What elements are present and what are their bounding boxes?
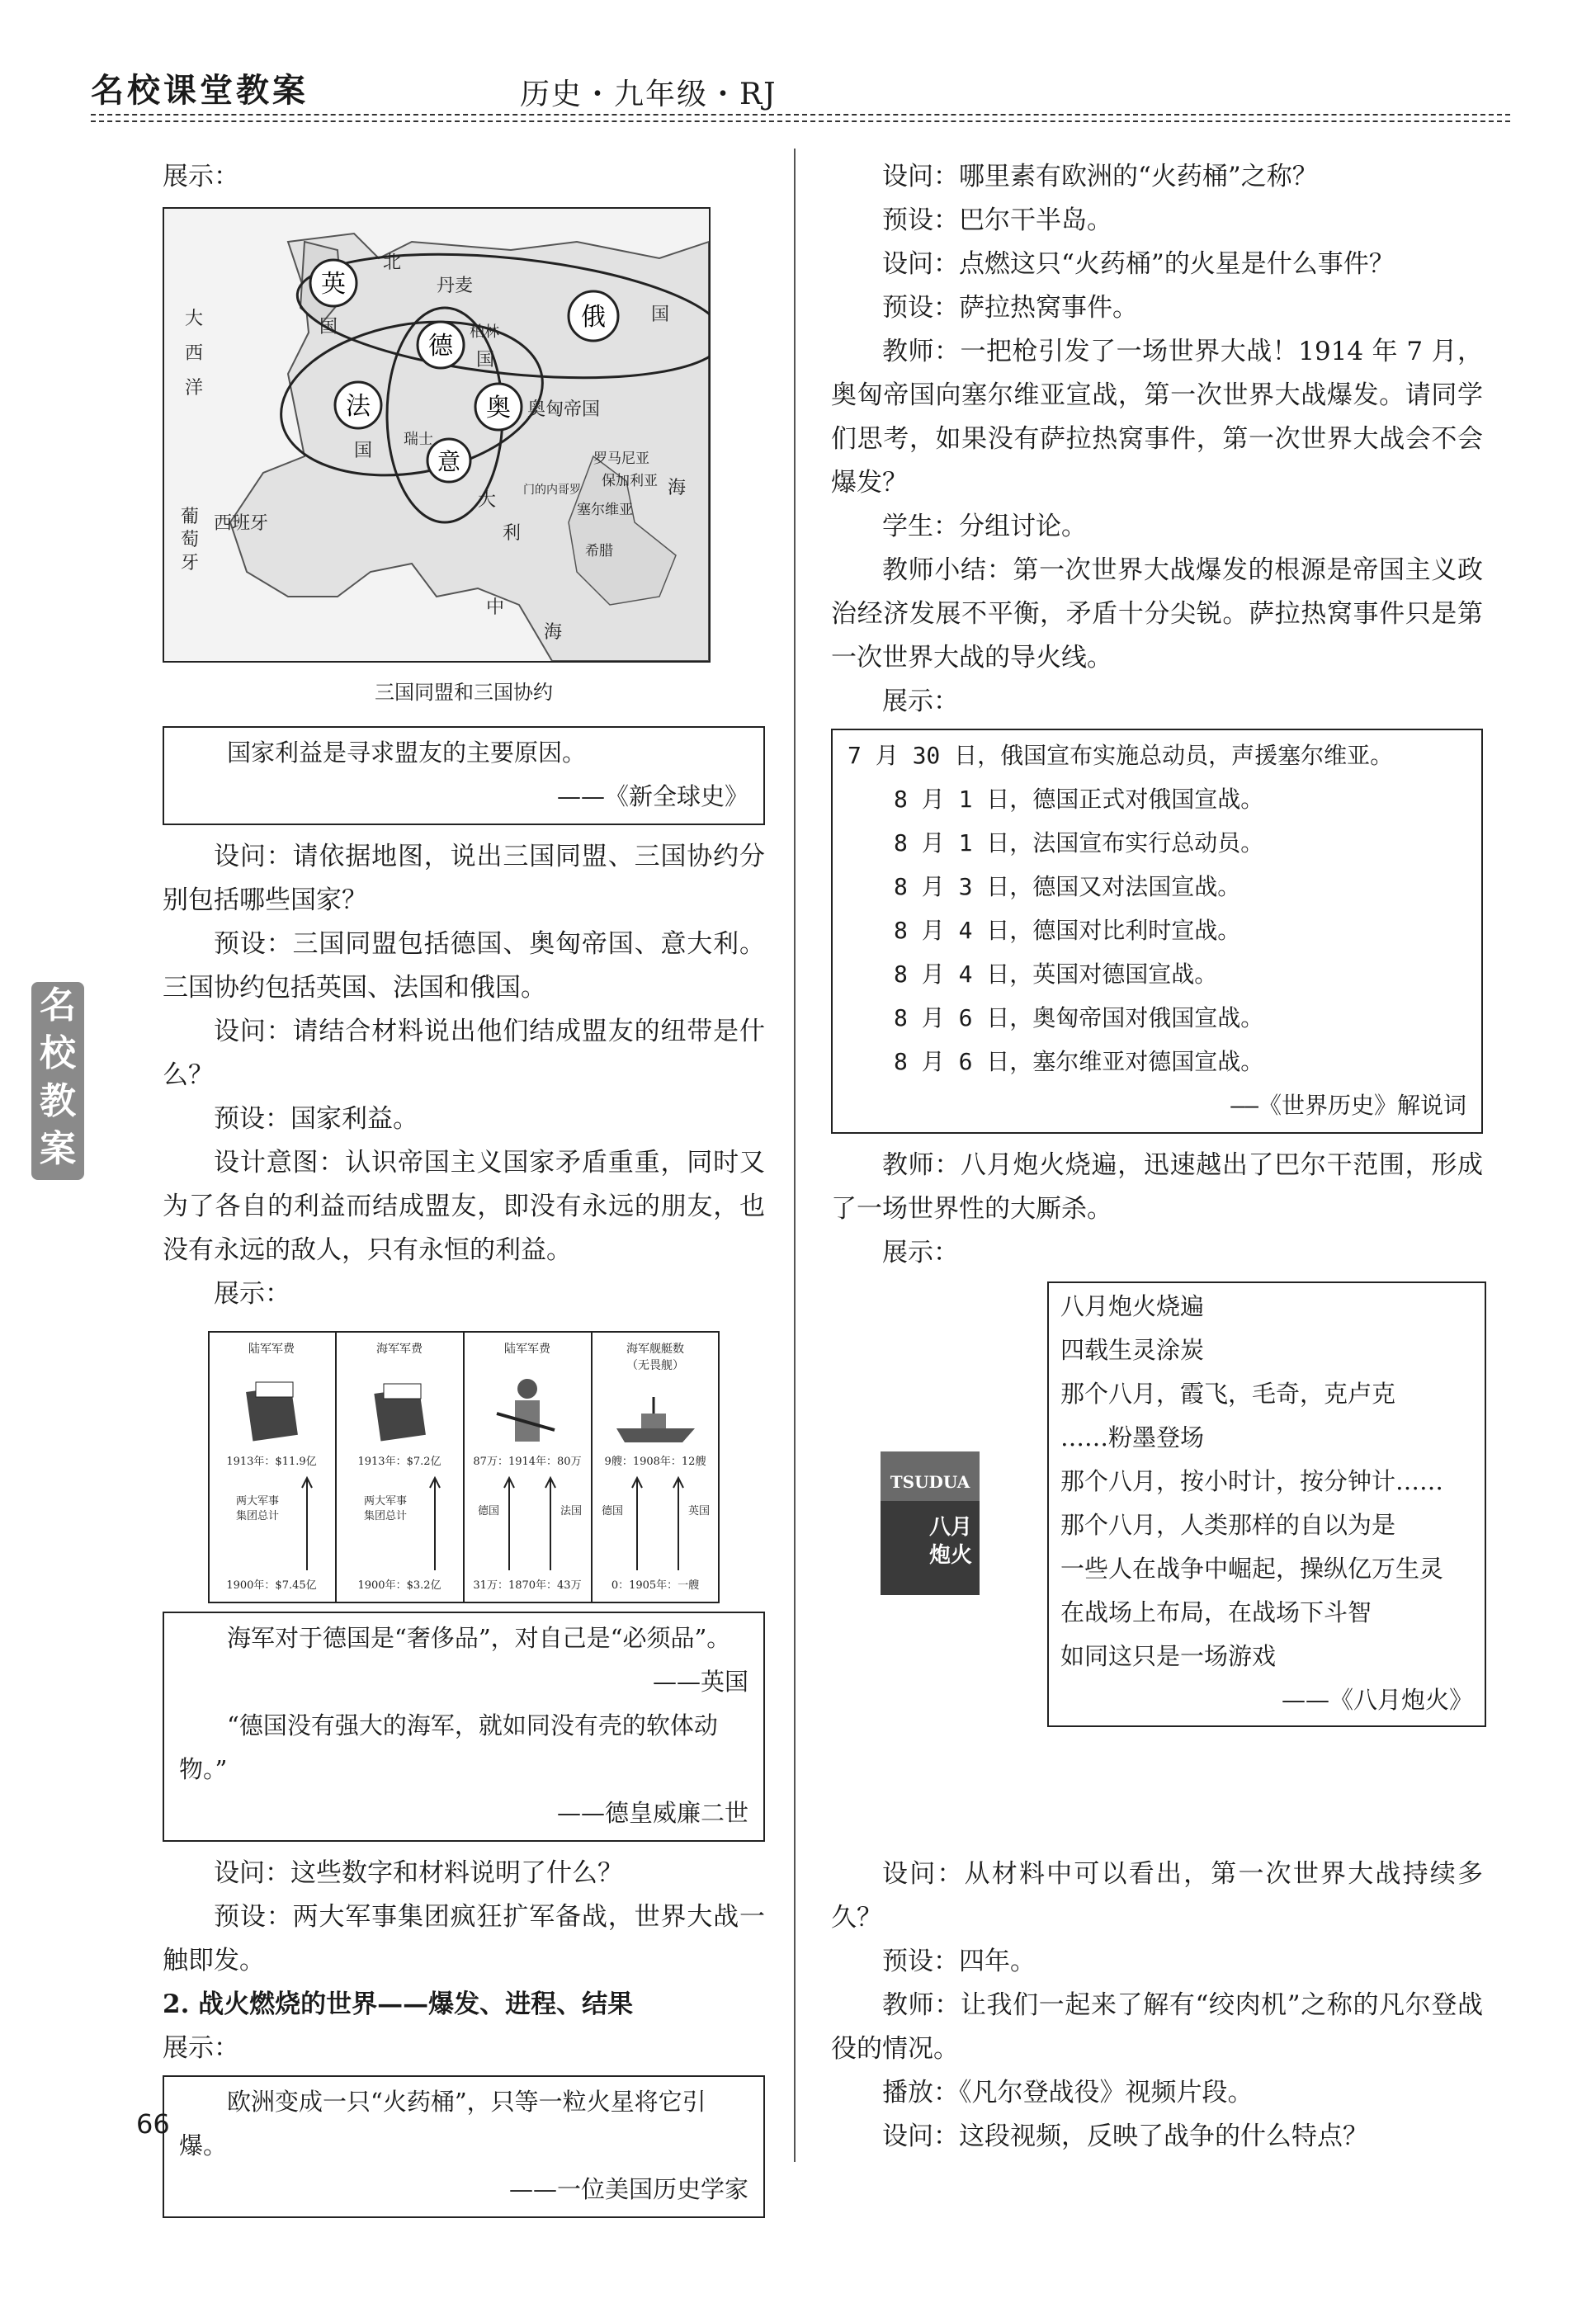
teacher-summary: 教师小结：第一次世界大战爆发的根源是帝国主义政治经济发展不平衡，矛盾十分尖锐。萨拉热窝事件只是第一次世界大战的导火线。 bbox=[831, 555, 1483, 673]
map-label: 大 bbox=[478, 490, 497, 511]
quote-source: ——《新全球史》 bbox=[556, 782, 748, 810]
map-label: 塞尔维亚 bbox=[577, 502, 633, 518]
map-label: 中 bbox=[486, 597, 505, 618]
poem-line: 在战场上布局，在战场下斗智 bbox=[1060, 1598, 1372, 1626]
spend-value: 9艘：1908年：12艘 bbox=[604, 1456, 706, 1468]
spend-value: 1913年：$11.9亿 bbox=[226, 1456, 317, 1468]
question: 设问：请结合材料说出他们结成盟友的纽带是什么？ bbox=[163, 1017, 765, 1090]
question: 设问：这些数字和材料说明了什么？ bbox=[214, 1858, 623, 1888]
map-label: 海 bbox=[668, 478, 687, 498]
page-header bbox=[91, 59, 1518, 125]
map-label: 国 bbox=[354, 441, 373, 461]
quote-source: ——《世界历史》解说词 bbox=[1230, 1092, 1466, 1119]
cover-title: 炮火 bbox=[928, 1543, 973, 1568]
map-label: 保加利亚 bbox=[602, 473, 658, 489]
map-label: 俄 bbox=[581, 303, 606, 332]
map-circle-uk bbox=[310, 260, 357, 306]
spend-subheader: （无畏舰） bbox=[626, 1359, 684, 1372]
military-spending-figure bbox=[208, 1331, 720, 1603]
map-label: 牙 bbox=[181, 553, 200, 573]
cover-title: 八月 bbox=[928, 1515, 973, 1540]
question: 设问：哪里素有欧洲的“火药桶”之称？ bbox=[882, 162, 1318, 191]
quote-box bbox=[163, 1612, 765, 1842]
spend-value: 1900年：$7.45亿 bbox=[226, 1579, 317, 1592]
header-rule bbox=[91, 120, 1510, 122]
spend-value: 0：1905年：一艘 bbox=[611, 1579, 700, 1592]
map-label: 北 bbox=[383, 253, 402, 273]
teacher-line: 教师：八月炮火烧遍，迅速越出了巴尔干范围，形成了一场世界性的大厮杀。 bbox=[831, 1150, 1483, 1224]
poem-line: ……粉墨登场 bbox=[1060, 1423, 1205, 1451]
map-circle-germany bbox=[418, 322, 464, 368]
teacher-line: 教师：一把枪引发了一场世界大战！1914 年 7 月，奥匈帝国向塞尔维亚宣战，第一次世界大战爆发。请同学们思考，如果没有萨拉热窝事件，第一次世界大战会不会爆发？ bbox=[831, 337, 1483, 498]
spend-value: 87万：1914年：80万 bbox=[473, 1456, 582, 1468]
left-column bbox=[163, 155, 765, 2228]
map-label: 西 bbox=[185, 343, 204, 364]
spend-label: 集团总计 bbox=[235, 1510, 280, 1522]
spend-label: 集团总计 bbox=[363, 1510, 408, 1522]
map-label: 国 bbox=[651, 304, 670, 325]
answer: 预设：两大军事集团疯狂扩军备战，世界大战一触即发。 bbox=[163, 1902, 765, 1975]
teacher-line: 教师：让我们一起来了解有“绞肉机”之称的凡尔登战役的情况。 bbox=[831, 1990, 1483, 2064]
answer: 预设：四年。 bbox=[882, 1947, 1036, 1976]
map-label: 希腊 bbox=[585, 543, 613, 559]
map-label: 国 bbox=[319, 317, 338, 337]
question: 设问：点燃这只“火药桶”的火星是什么事件？ bbox=[882, 249, 1395, 279]
poem-line: 那个八月，人类那样的自以为是 bbox=[1060, 1511, 1396, 1539]
map-label: 瑞士 bbox=[404, 431, 433, 448]
timeline-item: 8 月 1 日，德国正式对俄国宣战。 bbox=[894, 786, 1264, 813]
poem-line: 如同这只是一场游戏 bbox=[1060, 1642, 1277, 1670]
alliance-map bbox=[163, 207, 711, 663]
show-label: 展示： bbox=[882, 687, 959, 716]
map-circle-italy bbox=[427, 439, 470, 482]
map-label: 国 bbox=[476, 350, 495, 371]
side-tab-char: 校 bbox=[40, 1032, 76, 1074]
map-label: 奥匈帝国 bbox=[527, 399, 601, 420]
play-line: 播放：《凡尔登战役》视频片段。 bbox=[882, 2078, 1254, 2107]
spend-label: 两大军事 bbox=[363, 1495, 408, 1508]
design-intent: 设计意图：认识帝国主义国家矛盾重重，同时又为了各自的利益而结成盟友，即没有永远的朋友，也没有永远的敌人，只有永恒的利益。 bbox=[163, 1148, 765, 1265]
column-divider bbox=[794, 149, 796, 2162]
map-label: 意 bbox=[437, 448, 461, 475]
map-label: 萄 bbox=[181, 530, 200, 550]
timeline-item: 8 月 4 日，德国对比利时宣战。 bbox=[894, 917, 1241, 944]
spend-label: 德国 bbox=[477, 1505, 500, 1517]
map-label: 德 bbox=[428, 332, 453, 361]
poem-line: 四载生灵涂炭 bbox=[1060, 1336, 1205, 1364]
side-tab-char: 案 bbox=[40, 1128, 76, 1170]
map-circle-austria bbox=[475, 384, 522, 430]
poem-line: 那个八月，霞飞，毛奇，克卢克 bbox=[1060, 1380, 1396, 1408]
map-label: 法 bbox=[346, 392, 371, 421]
quote-box bbox=[163, 726, 765, 825]
poem-box bbox=[1047, 1281, 1486, 1727]
question: 设问：这段视频，反映了战争的什么特点？ bbox=[882, 2122, 1368, 2151]
spend-label: 英国 bbox=[687, 1505, 711, 1517]
map-label: 丹麦 bbox=[437, 276, 474, 296]
quote-text: 海军对于德国是“奢侈品”，对自己是“必须品”。 bbox=[227, 1624, 731, 1652]
spend-value: 1913年：$7.2亿 bbox=[357, 1456, 441, 1468]
spend-label: 两大军事 bbox=[235, 1495, 280, 1508]
poem-line: 那个八月，按小时计，按分钟计…… bbox=[1060, 1467, 1444, 1495]
answer: 预设：萨拉热窝事件。 bbox=[882, 293, 1138, 323]
timeline-box bbox=[831, 729, 1483, 1134]
spend-header: 海军军费 bbox=[376, 1343, 423, 1356]
timeline-item: 8 月 4 日，英国对德国宣战。 bbox=[894, 960, 1218, 988]
header-subject: 历史・九年级・RJ bbox=[520, 78, 777, 111]
side-tab-char: 名 bbox=[40, 984, 76, 1027]
timeline-item: 8 月 3 日，德国又对法国宣战。 bbox=[894, 873, 1241, 900]
map-circle-france bbox=[335, 382, 381, 428]
timeline-item: 8 月 6 日，塞尔维亚对德国宣战。 bbox=[894, 1048, 1264, 1075]
show-label: 展示： bbox=[163, 2033, 239, 2063]
spend-label: 法国 bbox=[560, 1505, 583, 1517]
quote-box bbox=[163, 2075, 765, 2218]
section-heading: 2. 战火燃烧的世界——爆发、进程、结果 bbox=[163, 1989, 634, 2019]
timeline-item: 8 月 1 日，法国宣布实行总动员。 bbox=[894, 829, 1264, 857]
answer: 预设：国家利益。 bbox=[214, 1104, 418, 1134]
side-tab bbox=[31, 982, 84, 1180]
map-label: 罗马尼亚 bbox=[593, 451, 649, 467]
header-rule bbox=[91, 114, 1510, 116]
book-cover-image bbox=[881, 1451, 980, 1595]
map-label: 利 bbox=[503, 523, 522, 544]
spend-header: 海军舰艇数 bbox=[626, 1343, 684, 1356]
quote-source: ——德皇威廉二世 bbox=[556, 1799, 748, 1827]
poem-section bbox=[831, 1281, 1483, 1843]
map-label: 西班牙 bbox=[214, 513, 269, 534]
map-label: 大 bbox=[185, 309, 204, 329]
timeline-item: 8 月 6 日，奥匈帝国对俄国宣战。 bbox=[894, 1004, 1264, 1031]
spend-value: 1900年：$3.2亿 bbox=[357, 1579, 441, 1592]
poem-line: 一些人在战争中崛起，操纵亿万生灵 bbox=[1060, 1555, 1444, 1583]
side-tab-char: 教 bbox=[40, 1080, 76, 1122]
map-caption: 三国同盟和三国协约 bbox=[375, 681, 553, 704]
spend-header: 陆军军费 bbox=[504, 1343, 550, 1356]
spend-value: 31万：1870年：43万 bbox=[473, 1579, 582, 1592]
answer: 预设：巴尔干半岛。 bbox=[882, 205, 1112, 235]
quote-text: 国家利益是寻求盟友的主要原因。 bbox=[227, 739, 587, 767]
question: 设问：从材料中可以看出，第一次世界大战持续多久？ bbox=[831, 1859, 1483, 1933]
map-label: 柏林 bbox=[470, 323, 499, 341]
quote-text: “德国没有强大的海军，就如同没有壳的软体动物。” bbox=[179, 1711, 718, 1783]
question: 设问：请依据地图，说出三国同盟、三国协约分别包括哪些国家？ bbox=[163, 842, 765, 915]
map-label: 门的内哥罗 bbox=[523, 484, 581, 497]
map-label: 奥 bbox=[486, 394, 511, 422]
answer: 预设：三国同盟包括德国、奥匈帝国、意大利。三国协约包括英国、法国和俄国。 bbox=[163, 929, 765, 1003]
spend-label: 德国 bbox=[601, 1505, 624, 1517]
show-label: 展示： bbox=[882, 1238, 959, 1267]
page-number: 66 bbox=[136, 2108, 170, 2140]
header-brand: 名校课堂教案 bbox=[91, 72, 309, 110]
map-label: 英 bbox=[321, 270, 346, 299]
spend-header: 陆军军费 bbox=[248, 1343, 295, 1356]
quote-text: 欧洲变成一只“火药桶”，只等一粒火星将它引爆。 bbox=[179, 2088, 706, 2159]
show-label: 展示： bbox=[163, 162, 239, 191]
cover-text: TSUDUA bbox=[890, 1472, 970, 1492]
poem-line: 八月炮火烧遍 bbox=[1060, 1292, 1205, 1320]
right-column bbox=[831, 155, 1483, 2159]
map-circle-russia bbox=[569, 291, 618, 341]
map-label: 海 bbox=[544, 622, 563, 643]
quote-source: ——一位美国历史学家 bbox=[508, 2175, 748, 2203]
quote-source: ——英国 bbox=[652, 1668, 748, 1696]
show-label: 展示： bbox=[214, 1279, 290, 1309]
student-line: 学生：分组讨论。 bbox=[882, 512, 1087, 541]
timeline-item: 7 月 30 日，俄国宣布实施总动员，声援塞尔维亚。 bbox=[848, 742, 1394, 769]
map-label: 洋 bbox=[185, 378, 204, 399]
quote-source: ——《八月炮火》 bbox=[1281, 1686, 1473, 1714]
map-label: 葡 bbox=[181, 507, 200, 527]
